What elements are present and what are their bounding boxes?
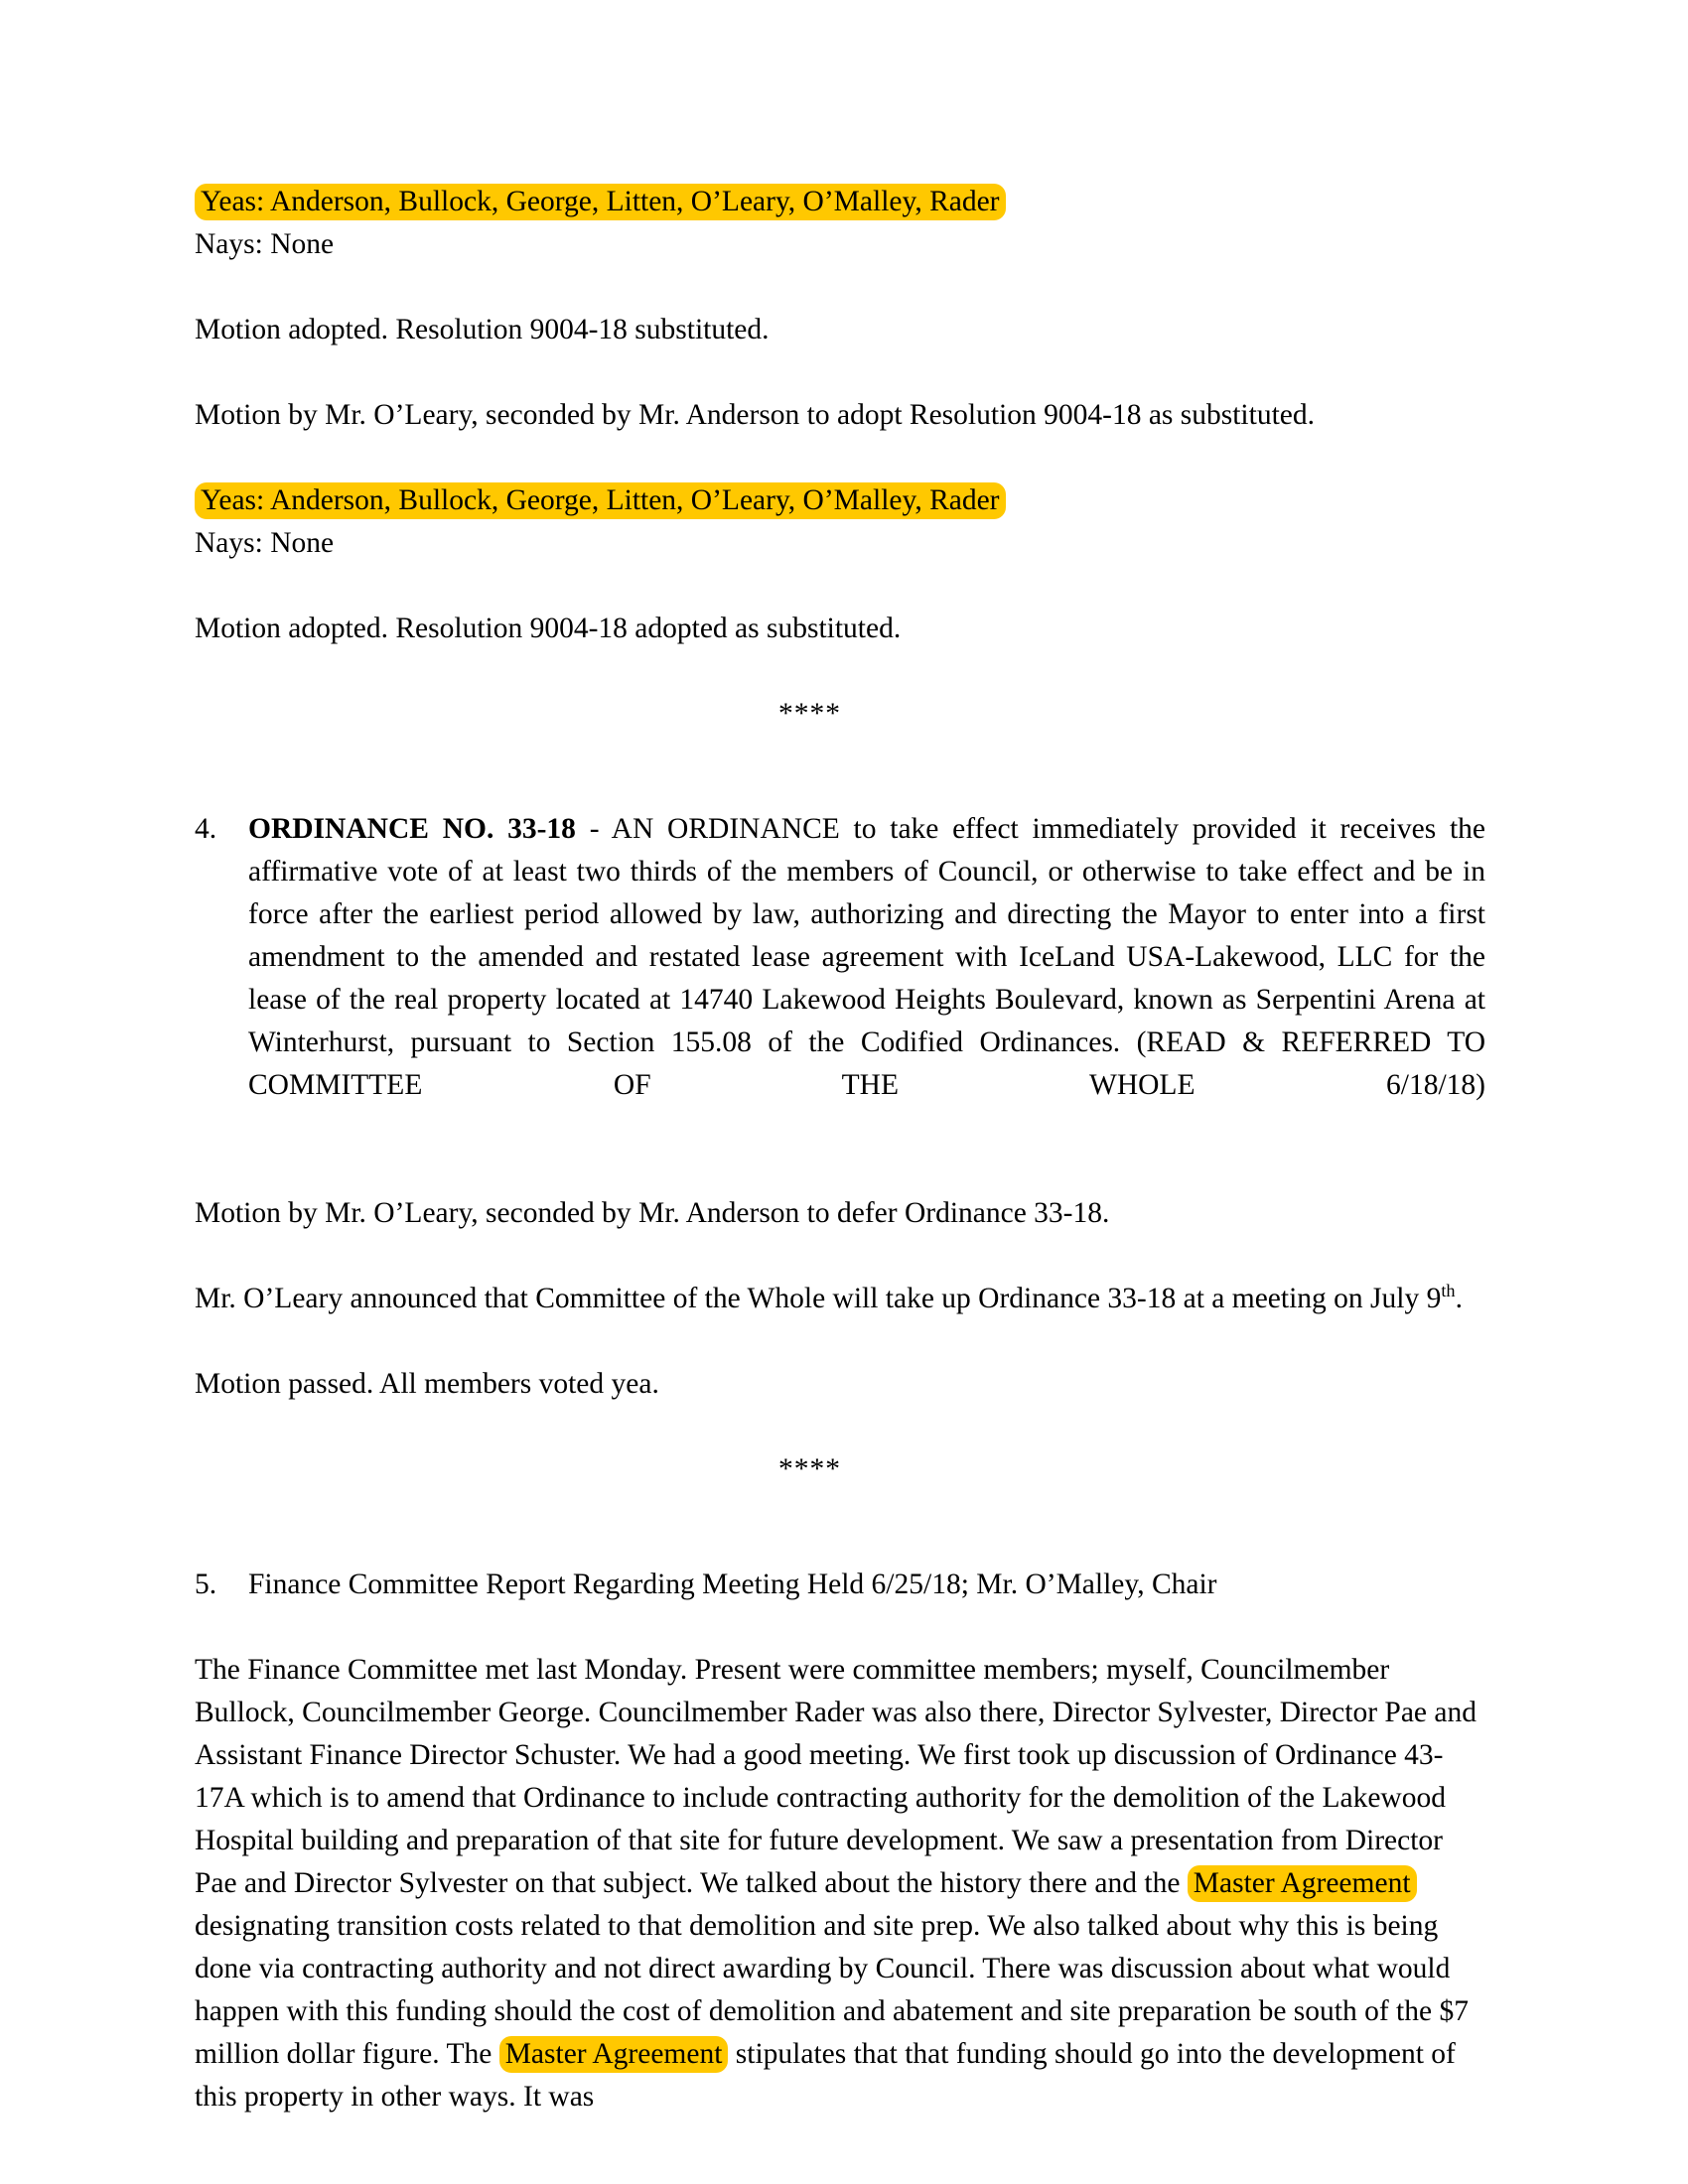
agenda-item-4-text <box>248 808 1485 1150</box>
spacer <box>195 736 1485 778</box>
spacer <box>195 1406 1485 1448</box>
highlight-yeas-2: Yeas: Anderson, Bullock, George, Litten, O’Leary, O’Malley, Rader <box>195 482 1006 519</box>
highlight-master-agreement-1: Master Agreement <box>1188 1865 1417 1902</box>
spacer <box>195 1534 1485 1564</box>
spacer <box>195 650 1485 693</box>
motion-adopted-1: Motion adopted. Resolution 9004-18 substituted. <box>195 314 770 345</box>
spacer <box>195 1235 1485 1278</box>
spacer <box>195 351 1485 394</box>
document-body <box>195 181 1485 2118</box>
spacer <box>195 266 1485 309</box>
spacer <box>195 778 1485 808</box>
finance-committee-report <box>195 1649 1485 2118</box>
agenda-item-5-text: Finance Committee Report Regarding Meeting Held 6/25/18; Mr. O’Malley, Chair <box>248 1569 1217 1600</box>
motion-by-statement-1: Motion by Mr. O’Leary, seconded by Mr. Anderson to adopt Resolution 9004-18 as substituted. <box>195 399 1315 431</box>
highlight-master-agreement-2: Master Agreement <box>499 2036 729 2073</box>
motion-defer-ordinance: Motion by Mr. O’Leary, seconded by Mr. Anderson to defer Ordinance 33-18. <box>195 1197 1110 1229</box>
vote-yeas-line-1 <box>195 181 1485 223</box>
finance-report-segment-2: designating transition costs related to that demolition and site prep. We also talked about why this is being done via contracting authority and not direct awarding by Council. There was discussion about what would happen with this funding should the cost of demolition and abatement and site preparation be south of the $7 million dollar figure. The <box>195 1910 1469 2070</box>
committee-announcement <box>195 1278 1485 1320</box>
section-separator-1: **** <box>778 698 841 730</box>
announcement-text: Mr. O’Leary announced that Committee of the Whole will take up Ordinance 33-18 at a meeting on July 9 <box>195 1283 1442 1314</box>
agenda-item-4 <box>195 808 1485 1150</box>
spacer <box>195 1606 1485 1649</box>
motion-passed: Motion passed. All members voted yea. <box>195 1368 659 1400</box>
spacer <box>195 565 1485 608</box>
vote-nays-line-1: Nays: None <box>195 228 335 260</box>
finance-report-segment-3: stipulates that that funding should go into the development of this property in other ways. It was <box>195 2038 1456 2113</box>
announcement-period: . <box>1455 1283 1463 1314</box>
motion-adopted-2: Motion adopted. Resolution 9004-18 adopted as substituted. <box>195 613 902 644</box>
agenda-item-4-description: - AN ORDINANCE to take effect immediately provided it receives the affirmative vote of at least two thirds of the members of Council, or otherwise to take effect and be in force after the earliest period allowed by law, authorizing and directing the Mayor to enter into a first amendment to the amended and restated lease agreement with IceLand USA-Lakewood, LLC for the lease of the real property located at 14740 Lakewood Heights Boulevard, known as Serpentini Arena at Winterhurst, pursuant to Section 155.08 of the Codified Ordinances. (READ & REFERRED TO COMMITTEE OF THE WHOLE 6/18/18) <box>248 813 1485 1101</box>
agenda-item-5-number: 5. <box>195 1569 217 1600</box>
agenda-item-5 <box>195 1564 1485 1606</box>
spacer <box>195 1150 1485 1192</box>
vote-yeas-line-2 <box>195 479 1485 522</box>
spacer <box>195 1320 1485 1363</box>
section-separator-2: **** <box>778 1453 841 1485</box>
agenda-item-4-number: 4. <box>195 813 217 845</box>
highlight-yeas-1: Yeas: Anderson, Bullock, George, Litten, O’Leary, O’Malley, Rader <box>195 184 1006 220</box>
finance-report-segment-1: The Finance Committee met last Monday. Present were committee members; myself, Councilmember Bullock, Councilmember George. Councilmember Rader was also there, Director Sylvester, Director Pae and Assistant Finance Director Schuster. We had a good meeting. We first took up discussion of Ordinance 43-17A which is to amend that Ordinance to include contracting authority for the demolition of the Lakewood Hospital building and preparation of that site for future development. We saw a presentation from Director Pae and Director Sylvester on that subject. We talked about the history there and the <box>195 1654 1477 1899</box>
vote-nays-line-2: Nays: None <box>195 527 335 559</box>
ordinal-superscript: th <box>1441 1281 1456 1301</box>
agenda-item-4-title: ORDINANCE NO. 33-18 <box>248 813 576 845</box>
spacer <box>195 437 1485 479</box>
spacer <box>195 1491 1485 1534</box>
